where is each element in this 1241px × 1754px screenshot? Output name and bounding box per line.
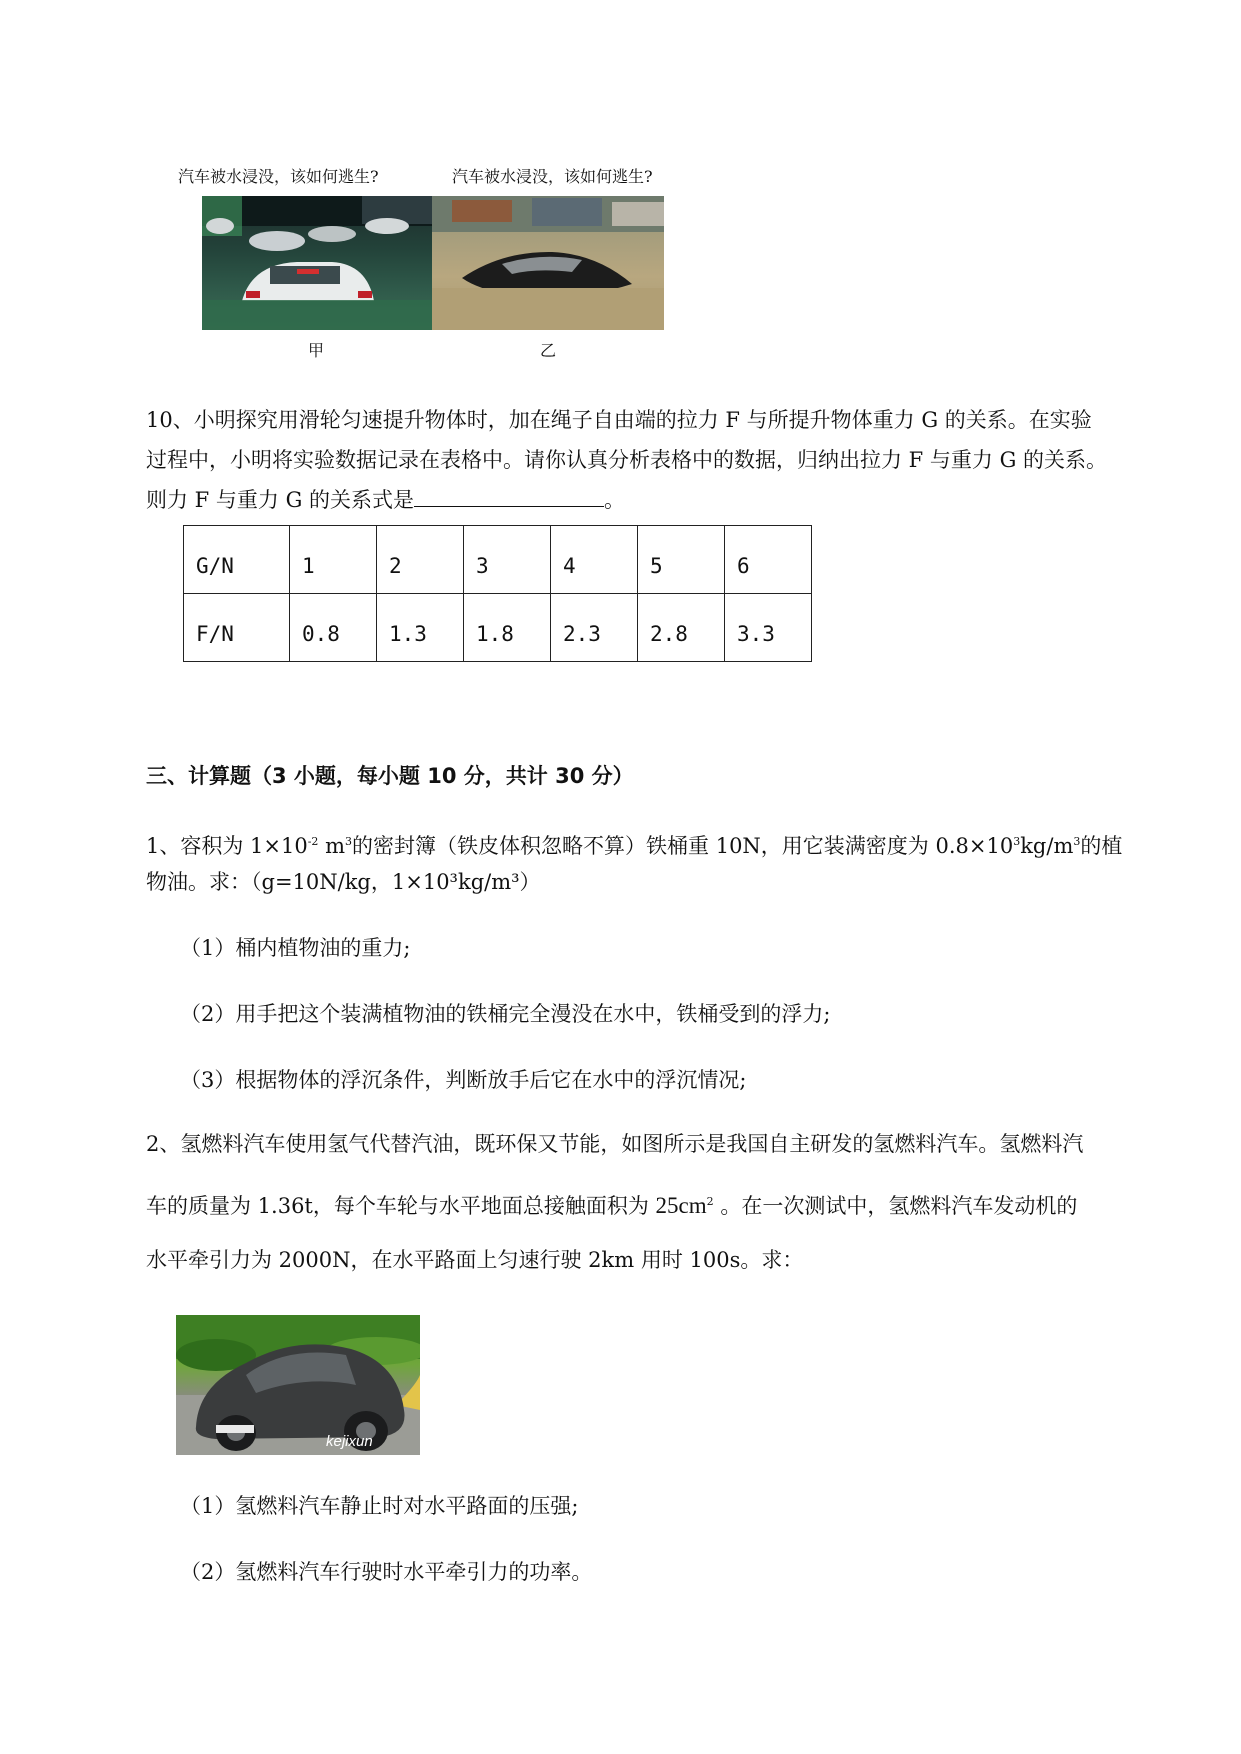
p1-text: kg/m <box>1020 834 1074 858</box>
q10-line-2: 过程中，小明将实验数据记录在表格中。请你认真分析表格中的数据，归纳出拉力 F 与重力 G 的关系。 <box>146 448 1108 472</box>
p2-line-2 <box>146 1182 1077 1226</box>
table-cell: 3 <box>464 526 551 594</box>
p1-exponent: 3 <box>1013 835 1021 848</box>
table-cell: 5 <box>638 526 725 594</box>
q10-line-3-text: 则力 F 与重力 G 的关系式是 <box>146 488 415 512</box>
p2-exponent: 2 <box>706 1195 714 1208</box>
p2-line-3: 水平牵引力为 2000N，在水平路面上匀速行驶 2km 用时 100s。求： <box>146 1248 804 1272</box>
p1-line-2: 物油。求：（g=10N/kg，1×10³kg/m³） <box>146 870 541 894</box>
table-cell: F/N <box>184 594 290 662</box>
hydrogen-car-photo <box>176 1315 420 1455</box>
figure-caption-left: 汽车被水浸没，该如何逃生? <box>178 167 379 186</box>
table-cell: 6 <box>725 526 812 594</box>
p2-area-value: 25cm <box>655 1193 707 1218</box>
figure-label-jia: 甲 <box>308 341 325 360</box>
table-cell: 3.3 <box>725 594 812 662</box>
table-row <box>184 594 812 662</box>
figure-label-yi: 乙 <box>540 341 557 360</box>
table-cell: 0.8 <box>290 594 377 662</box>
table-cell: 2.3 <box>551 594 638 662</box>
p1-text: 1、容积为 1×10 <box>146 834 308 858</box>
table-cell: 4 <box>551 526 638 594</box>
p1-line-1 <box>146 822 1122 866</box>
p1-text: 的密封簿（铁皮体积忽略不算）铁桶重 10N，用它装满密度为 0.8×10 <box>352 834 1014 858</box>
p1-sub-3: （3）根据物体的浮沉条件，判断放手后它在水中的浮沉情况; <box>180 1068 747 1092</box>
answer-blank[interactable] <box>414 480 604 507</box>
p2-sub-1: （1）氢燃料汽车静止时对水平路面的压强; <box>180 1494 579 1518</box>
q10-line-3-end: 。 <box>604 488 626 512</box>
p1-exponent: 3 <box>1073 835 1081 848</box>
p1-text: m <box>318 834 346 858</box>
table-cell: 1.3 <box>377 594 464 662</box>
p1-sub-1: （1）桶内植物油的重力; <box>180 936 411 960</box>
watermark-text: kejixun <box>326 1433 373 1450</box>
p2-sub-2: （2）氢燃料汽车行驶时水平牵引力的功率。 <box>180 1560 593 1584</box>
p2-text: 车的质量为 1.36t，每个车轮与水平地面总接触面积为 <box>146 1194 656 1218</box>
table-cell: 2 <box>377 526 464 594</box>
p1-exponent: -2 <box>307 835 319 848</box>
figure-caption-right: 汽车被水浸没，该如何逃生? <box>452 167 653 186</box>
flooded-cars-photo-left <box>202 196 432 330</box>
table-cell: 2.8 <box>638 594 725 662</box>
table-cell: G/N <box>184 526 290 594</box>
data-table <box>183 525 812 662</box>
table-row <box>184 526 812 594</box>
table-cell: 1.8 <box>464 594 551 662</box>
p2-line-1: 2、氢燃料汽车使用氢气代替汽油，既环保又节能，如图所示是我国自主研发的氢燃料汽车。氢燃料汽 <box>146 1132 1084 1156</box>
p1-text: 的植 <box>1080 834 1123 858</box>
p1-sub-2: （2）用手把这个装满植物油的铁桶完全漫没在水中，铁桶受到的浮力; <box>180 1002 831 1026</box>
table-cell: 1 <box>290 526 377 594</box>
q10-line-3 <box>146 480 625 520</box>
flooded-car-photo-right <box>432 196 664 330</box>
section-heading: 三、计算题（3 小题，每小题 10 分，共计 30 分） <box>146 764 634 788</box>
q10-line-1: 10、小明探究用滑轮匀速提升物体时，加在绳子自由端的拉力 F 与所提升物体重力 G 的关系。在实验 <box>146 408 1092 432</box>
p1-exponent: 3 <box>345 835 353 848</box>
p2-text: 。在一次测试中，氢燃料汽车发动机的 <box>713 1194 1078 1218</box>
